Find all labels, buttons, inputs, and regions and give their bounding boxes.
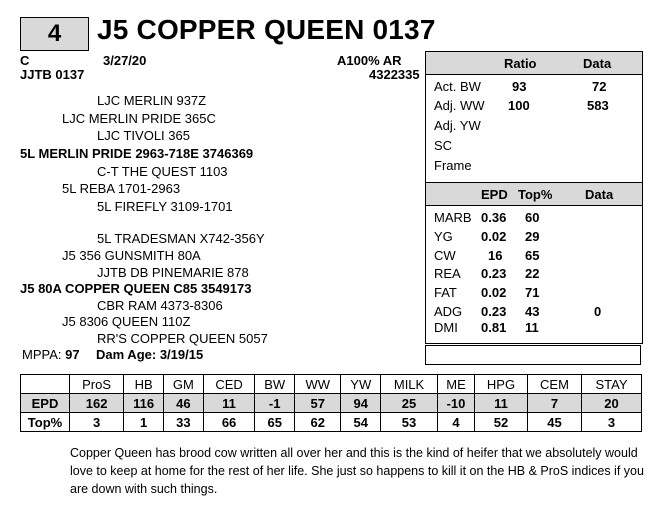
dam-age [96,347,203,362]
performance-panel [425,51,643,344]
carcass-top: 60 [525,210,540,225]
class: C [20,53,30,68]
header-corner [21,375,70,394]
pedigree-dam-sire-dam: JJTB DB PINEMARIE 878 [97,265,249,280]
header-cell: HB [124,375,164,394]
epd-cell: 57 [295,394,341,413]
carcass-label: DMI [434,320,458,335]
description: Copper Queen has brood cow written all over her and this is the kind of heifer that we absolutely would love to keep at home for the rest of her life. She just so happens to kill it on the HB & ProS indices if you are down with such things. [70,446,644,496]
top-cell: 4 [437,413,474,432]
epd-cell: 11 [203,394,255,413]
ratio-header: Ratio [504,56,537,71]
epd-cell: 20 [582,394,642,413]
epd-cell: 46 [164,394,204,413]
header-cell: GM [164,375,204,394]
header-cell: HPG [475,375,528,394]
pedigree-sire-dam: 5L REBA 1701-2963 [62,181,181,196]
pedigree-sire-sire: LJC MERLIN PRIDE 365C [62,111,216,126]
epd-cell: 116 [124,394,164,413]
header-cell: BW [255,375,295,394]
perf-label: Act. BW [434,79,481,94]
carcass-epd: 0.23 [481,304,507,319]
carcass-label: FAT [434,285,457,300]
carcass-label: REA [434,266,461,281]
header-cell: ProS [70,375,124,394]
top-row-label: Top% [21,413,70,432]
top-cell: 62 [295,413,341,432]
top-cell: 45 [527,413,581,432]
carcass-label: MARB [434,210,472,225]
pedigree-sire-dam-dam: 5L FIREFLY 3109-1701 [97,199,233,214]
mppa [22,347,80,362]
carcass-top: 43 [525,304,540,319]
carcass-epd: 0.23 [481,266,507,281]
epd-table [20,374,642,432]
carcass-epd: 16 [488,248,503,263]
epd-cell: 11 [475,394,528,413]
carcass-data: 0 [594,304,602,319]
epd-table-header-row [21,375,642,394]
perf-label: Frame [434,158,472,173]
carcass-top: 29 [525,229,540,244]
perf-label: SC [434,138,453,153]
birth-date: 3/27/20 [103,53,147,68]
epd-row-label: EPD [21,394,70,413]
carcass-top: 71 [525,285,540,300]
epd-cell: -1 [255,394,295,413]
epd-cell: 7 [527,394,581,413]
carcass-epd: 0.36 [481,210,507,225]
mppa-label: MPPA: [22,347,62,362]
mppa-value: 97 [65,347,80,362]
epd-header: EPD [481,187,508,202]
header-cell: ME [437,375,474,394]
registration-type: A100% AR [337,53,402,68]
perf-label: Adj. YW [434,118,481,133]
carcass-epd: 0.02 [481,285,507,300]
top-cell: 3 [582,413,642,432]
top-cell: 53 [381,413,438,432]
top-cell: 1 [124,413,164,432]
tattoo: JJTB 0137 [20,67,85,82]
top-cell: 65 [255,413,295,432]
dam-age-value: 3/19/15 [159,347,204,362]
header-cell: MILK [381,375,438,394]
top-cell: 54 [341,413,381,432]
top-cell: 3 [70,413,124,432]
data-header: Data [583,56,612,71]
registration-number: 4322335 [369,67,420,82]
pedigree-sire-sire-dam: LJC TIVOLI 365 [97,128,190,143]
carcass-top: 65 [525,248,540,263]
perf-data: 583 [587,98,609,113]
perf-label: Adj. WW [434,98,485,113]
pedigree-sire: 5L MERLIN PRIDE 2963-718E 3746369 [20,146,254,161]
pedigree-dam-sire-sire: 5L TRADESMAN X742-356Y [97,231,265,246]
pedigree-sire-sire-sire: LJC MERLIN 937Z [97,93,207,108]
top-percent-row [21,413,642,432]
perf-ratio: 93 [512,79,527,94]
top-header: Top% [518,187,553,202]
pedigree-dam-sire: J5 356 GUNSMITH 80A [62,248,201,263]
header-cell: STAY [582,375,642,394]
top-cell: 66 [203,413,255,432]
carcass-label: YG [434,229,453,244]
pedigree-dam-dam: J5 8306 QUEEN 110Z [62,314,191,329]
epd-cell: 162 [70,394,124,413]
pedigree-dam-dam-dam: RR'S COPPER QUEEN 5057 [97,331,268,346]
pedigree-sire-dam-sire: C-T THE QUEST 1103 [97,164,228,179]
top-cell: 33 [164,413,204,432]
carcass-label: CW [434,248,456,263]
carcass-top: 22 [525,266,540,281]
notes-box [425,345,641,365]
carcass-top: 11 [525,320,539,335]
header-cell: CED [203,375,255,394]
pedigree-dam-dam-sire: CBR RAM 4373-8306 [97,298,223,313]
carcass-data-header: Data [585,187,614,202]
epd-cell: 25 [381,394,438,413]
header-cell: CEM [527,375,581,394]
perf-ratio: 100 [508,98,530,113]
header-cell: YW [341,375,381,394]
top-cell: 52 [475,413,528,432]
pedigree-dam: J5 80A COPPER QUEEN C85 3549173 [20,281,252,296]
animal-name: J5 COPPER QUEEN 0137 [97,14,436,45]
epd-row [21,394,642,413]
perf-data: 72 [592,79,607,94]
epd-cell: -10 [437,394,474,413]
lot-number: 4 [20,17,89,51]
carcass-epd: 0.02 [481,229,507,244]
header-cell: WW [295,375,341,394]
epd-cell: 94 [341,394,381,413]
dam-age-label: Dam Age: [96,347,157,362]
carcass-epd: 0.81 [481,320,507,335]
carcass-label: ADG [434,304,463,319]
